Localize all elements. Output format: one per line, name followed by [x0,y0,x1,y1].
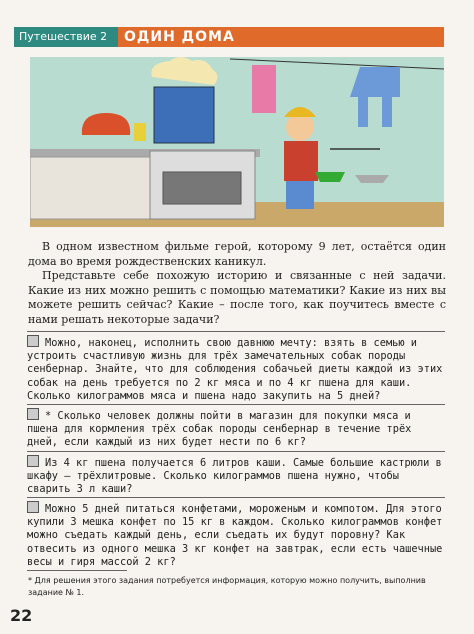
intro-paragraph-1: В одном известном фильме герой, которому 9 лет, остаётся один дома во время рождественских каникул. [28,240,446,268]
divider [27,404,445,405]
section-label: Путешествие 2 [14,27,118,47]
chapter-header [14,27,444,47]
task-3 [27,455,447,497]
task-icon [27,501,39,513]
page-number: 22 [10,606,33,625]
divider [27,497,445,498]
task-text: Можно 5 дней питаться конфетами, мороженым и компотом. Для этого купили 3 мешка конфет по 15 кг в каждом. Сколько килограммов конфет можно съедать каждый день, если съедать их будут поровну? Как отвесить из одного мешка 3 кг конфет на завтрак, если есть чашечные весы и гиря массой 2 кг? [27,503,443,568]
task-text: * Сколько человек должны пойти в магазин для покупки мяса и пшена для кормления трёх собак породы сенбернар в течение трёх дней, если каждый из них будет нести по 6 кг? [27,410,412,449]
task-icon [27,335,39,347]
footnote-rule [27,570,127,571]
task-text: Из 4 кг пшена получается 6 литров каши. Самые большие кастрюли в шкафу – трёхлитровые. Сколько килограммов пшена нужно, чтобы сварить 3 л каши? [27,457,442,496]
task-icon [27,408,39,420]
chapter-title: ОДИН ДОМА [118,27,444,47]
intro-paragraph-2: Представьте себе похожую историю и связанные с ней задачи. Какие из них можно решить с помощью математики? Какие из них вы можете решить сейчас? Какие – после того, как поучитесь вместе с нами решать некоторые задачи? [28,269,446,326]
task-icon [27,455,39,467]
task-2 [27,408,447,450]
task-1 [27,335,447,403]
divider [27,331,445,332]
footnote: * Для решения этого задания потребуется информация, которую можно получить, выполнив задание № 1. [28,576,426,597]
divider [27,451,445,452]
task-text: Можно, наконец, исполнить свою давнюю мечту: взять в семью и устроить счастливую жизнь для трёх замечательных собак породы сенбернар. Знайте, что для соблюдения собачьей диеты каждой из этих собак на день требуется по 2 кг мяса и по 4 кг пшена для каши. Сколько килограммов мяса и пшена надо закупить на 5 дней? [27,337,443,402]
kitchen-illustration [30,57,444,227]
task-4 [27,501,447,569]
towel-icon [252,65,276,113]
pot-icon [154,87,214,143]
boy-icon [286,113,314,141]
